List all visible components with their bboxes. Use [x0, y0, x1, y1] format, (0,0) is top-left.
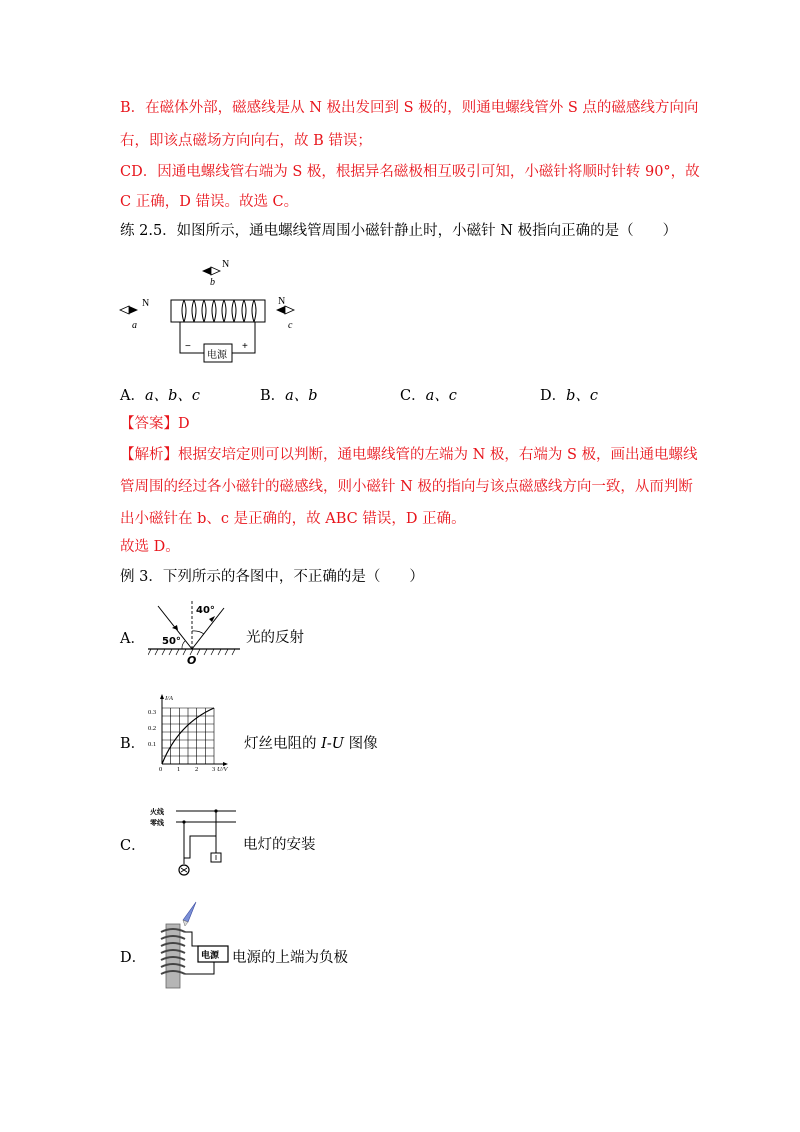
neutral-wire-label: 零线 — [150, 819, 164, 827]
x-tick-3: 3 — [212, 766, 216, 772]
explanation-line-4: C 正确，D 错误。故选 C。 — [120, 194, 299, 210]
option-c-letter: C． — [120, 838, 146, 854]
conclusion: 故选 D。 — [120, 539, 180, 555]
solenoid-figure — [118, 252, 318, 367]
option-a-caption: 光的反射 — [246, 630, 304, 646]
electromagnet-diagram — [152, 896, 232, 992]
x-tick-2: 2 — [195, 766, 199, 772]
label-b: b — [210, 277, 215, 288]
explanation-line-2: 右，即该点磁场方向向右，故 B 错误； — [120, 133, 372, 149]
option-b-letter: B． — [120, 736, 146, 752]
analysis-line-2: 管周围的经过各小磁针的磁感线，则小磁针 N 极的指向与该点磁感线方向一致，从而判断 — [120, 479, 693, 495]
answer: 【答案】D — [120, 416, 190, 432]
explanation-line-1: B．在磁体外部，磁感线是从 N 极出发回到 S 极的，则通电螺线管外 S 点的磁感线方向向 — [120, 100, 699, 116]
caption-text: 图像 — [343, 736, 378, 752]
choice-b[interactable] — [260, 384, 318, 405]
x-tick-1: 1 — [177, 766, 181, 772]
choice-letter: B． — [260, 388, 286, 404]
label-n-left: N — [142, 298, 150, 309]
analysis-line-3: 出小磁针在 b、c 是正确的，故 ABC 错误，D 正确。 — [120, 511, 466, 527]
analysis-line-1 — [120, 445, 698, 465]
caption-iu: I-U — [321, 736, 344, 752]
y-tick-0-1: 0.1 — [148, 741, 157, 748]
angle-50: 50° — [162, 636, 181, 647]
compass-needle-b — [202, 267, 220, 275]
choice-c[interactable] — [400, 384, 457, 405]
live-wire-label: 火线 — [150, 808, 164, 816]
plus-terminal: + — [242, 341, 248, 352]
choice-a[interactable] — [120, 384, 200, 405]
option-b-caption — [244, 732, 378, 753]
analysis-heading: 【解析】 — [120, 447, 178, 463]
label-a: a — [132, 320, 137, 331]
y-tick-0-3: 0.3 — [148, 709, 157, 716]
power-source-label-d: 电源 — [201, 951, 220, 961]
compass-needle-a — [120, 306, 138, 314]
caption-text: 灯丝电阻的 — [244, 736, 322, 752]
angle-40: 40° — [196, 605, 215, 616]
option-c-caption: 电灯的安装 — [243, 837, 316, 853]
choice-text: a、c — [425, 388, 457, 404]
choice-d[interactable] — [540, 384, 598, 405]
x-tick-0: 0 — [159, 766, 163, 772]
choice-text: a、b、c — [144, 388, 201, 404]
explanation-line-3: CD．因通电螺线管右端为 S 极，根据异名磁极相互吸引可知，小磁针将顺时针转 90°，故 — [120, 164, 700, 180]
point-o: O — [187, 654, 197, 666]
question-stem: 练 2.5．如图所示，通电螺线管周围小磁针静止时，小磁针 N 极指向正确的是（ ） — [120, 223, 678, 239]
option-d-caption: 电源的上端为负极 — [232, 950, 348, 966]
y-tick-0-2: 0.2 — [148, 725, 157, 732]
minus-terminal: − — [185, 341, 191, 352]
compass-needle-c — [276, 306, 294, 314]
reflection-diagram — [148, 598, 244, 666]
choice-letter: D． — [540, 388, 567, 404]
option-d-letter: D． — [120, 950, 147, 966]
power-source-label: 电源 — [207, 350, 227, 361]
lamp-wiring-diagram — [148, 800, 240, 886]
choice-letter: C． — [400, 388, 426, 404]
label-c: c — [288, 320, 293, 331]
y-axis-label: I/A — [165, 695, 173, 702]
label-n-right: N — [278, 296, 286, 307]
analysis-text: 根据安培定则可以判断，通电螺线管的左端为 N 极，右端为 S 极，画出通电螺线 — [178, 447, 698, 463]
example-stem: 例 3．下列所示的各图中，不正确的是（ ） — [120, 569, 424, 585]
label-n-top: N — [222, 259, 230, 270]
x-axis-label: U/V — [217, 766, 228, 772]
choice-text: b、c — [566, 388, 599, 404]
iu-graph — [144, 690, 236, 772]
choice-letter: A． — [120, 388, 145, 404]
choice-text: a、b — [285, 388, 318, 404]
option-a-letter: A． — [120, 631, 145, 647]
